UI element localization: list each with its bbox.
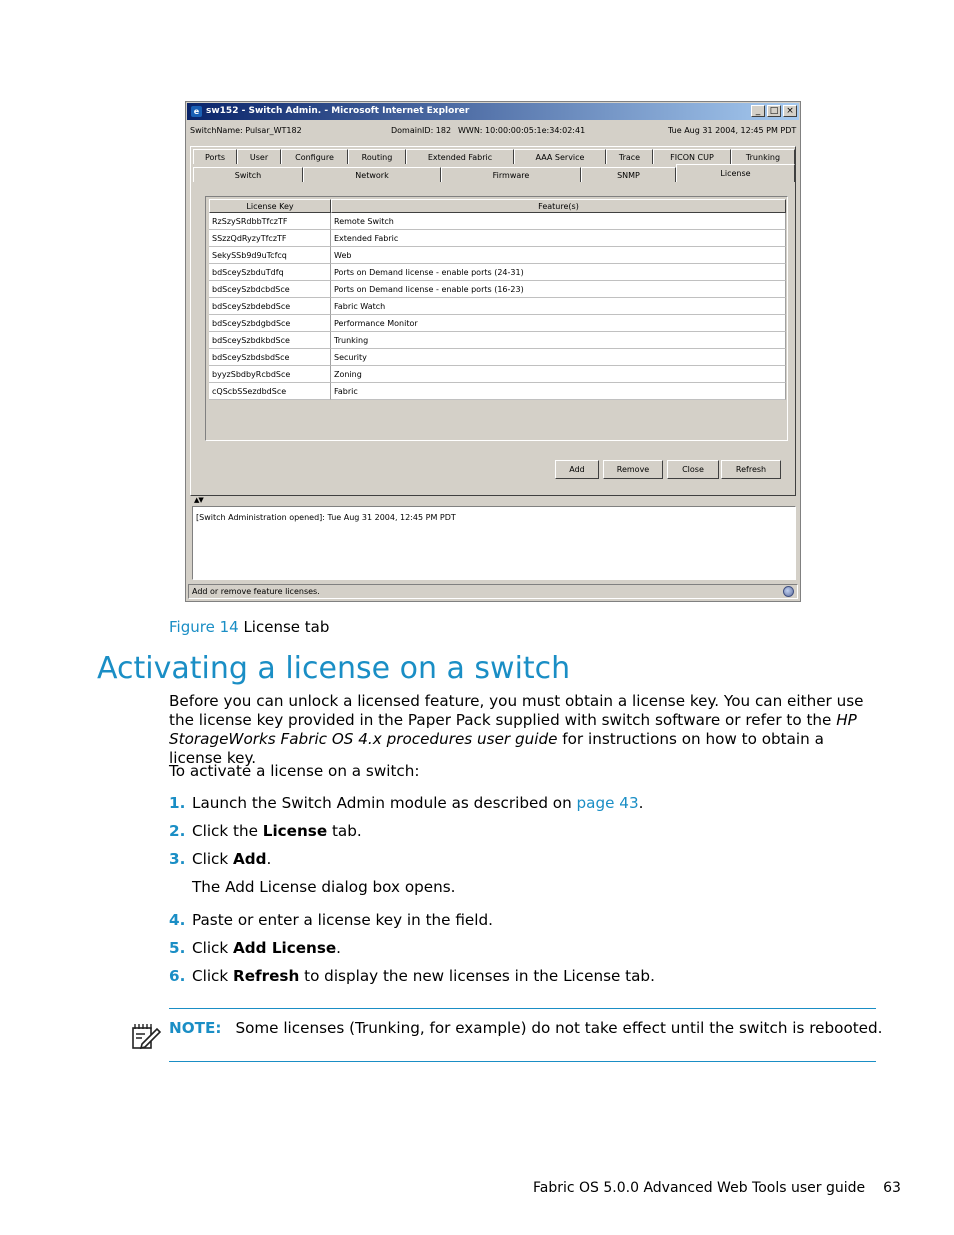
intro-text-1: Before you can unlock a licensed feature, you must obtain a license key. You can either use the license key provided in the Paper Pack supplied with switch software or refer to the (169, 692, 864, 729)
feature-cell: Extended Fabric (331, 230, 786, 247)
feature-cell: Remote Switch (331, 213, 786, 230)
switch-admin-window (185, 101, 801, 602)
step-3-result: The Add License dialog box opens. (192, 878, 456, 896)
status-text: Add or remove feature licenses. (192, 587, 320, 596)
intro-text-2: for instructions on how to obtain a license key. (169, 730, 824, 767)
tab-extended-fabric[interactable]: Extended Fabric (406, 149, 514, 164)
tab-user[interactable]: User (237, 149, 281, 164)
maximize-button[interactable]: □ (767, 105, 781, 117)
feature-cell: Trunking (331, 332, 786, 349)
note-pencil-icon (130, 1020, 162, 1052)
wwn: WWN: 10:00:00:05:1e:34:02:41 (458, 126, 586, 135)
step-5 (169, 939, 341, 957)
step-text-end: to display the new licenses in the License tab. (299, 967, 655, 985)
feature-cell: Ports on Demand license - enable ports (16-23) (331, 281, 786, 298)
feature-cell: Fabric (331, 383, 786, 400)
datetime: Tue Aug 31 2004, 12:45 PM PDT (668, 126, 797, 135)
table-header (209, 199, 786, 213)
step-2 (169, 822, 362, 840)
footer-title: Fabric OS 5.0.0 Advanced Web Tools user guide (533, 1180, 866, 1196)
license-key-cell: bdSceySzbdcbdSce (209, 281, 331, 298)
step-number: 2. (169, 822, 186, 840)
tab-license[interactable]: License (676, 164, 795, 182)
step-text-end: tab. (327, 822, 362, 840)
step-text: Click (192, 939, 234, 957)
step-text-end: . (266, 850, 272, 868)
feature-cell: Security (331, 349, 786, 366)
close-button[interactable]: Close (667, 460, 719, 479)
step-bold: Refresh (233, 967, 300, 985)
step-1 (169, 794, 643, 812)
license-key-cell: bdSceySzbdebdSce (209, 298, 331, 315)
step-number: 5. (169, 939, 186, 957)
column-header-license-key[interactable]: License Key (209, 199, 331, 213)
table-row[interactable] (209, 315, 786, 332)
window-titlebar (187, 103, 799, 120)
step-text-end: . (336, 939, 341, 957)
page-link[interactable]: page 43 (576, 794, 639, 812)
table-row[interactable] (209, 298, 786, 315)
step-number: 1. (169, 794, 186, 812)
step-text: Click (192, 850, 234, 868)
step-text-end: . (638, 794, 644, 812)
guide-title: HP StorageWorks Fabric OS 4.x procedures user guide (169, 711, 857, 748)
remove-button[interactable]: Remove (603, 460, 663, 479)
table-row[interactable] (209, 281, 786, 298)
tab-configure[interactable]: Configure (281, 149, 348, 164)
step-text: Click (192, 967, 234, 985)
table-row[interactable] (209, 383, 786, 400)
note-top-rule (169, 1008, 876, 1009)
tab-trunking[interactable]: Trunking (731, 149, 795, 164)
feature-cell: Zoning (331, 366, 786, 383)
table-row[interactable] (209, 366, 786, 383)
feature-cell: Ports on Demand license - enable ports (24-31) (331, 264, 786, 281)
step-3 (169, 850, 271, 868)
table-row[interactable] (209, 349, 786, 366)
splitter-arrows-icon[interactable]: ▲▼ (194, 496, 203, 504)
tab-firmware[interactable]: Firmware (441, 167, 581, 182)
table-body (209, 213, 786, 400)
table-row[interactable] (209, 247, 786, 264)
tab-network[interactable]: Network (303, 167, 441, 182)
intro-paragraph (169, 692, 879, 768)
license-key-cell: bdSceySzbdkbdSce (209, 332, 331, 349)
license-key-cell: RzSzySRdbbTfczTF (209, 213, 331, 230)
step-number: 6. (169, 967, 186, 985)
table-row[interactable] (209, 332, 786, 349)
table-row[interactable] (209, 213, 786, 230)
tab-panel (190, 146, 796, 496)
switch-info-bar (190, 126, 796, 138)
page-footer (533, 1180, 901, 1196)
step-text: Launch the Switch Admin module as described on (192, 794, 577, 812)
globe-icon (783, 586, 794, 597)
figure-number: Figure 14 (169, 618, 239, 636)
add-button[interactable]: Add (555, 460, 599, 479)
tab-ficon-cup[interactable]: FICON CUP (653, 149, 731, 164)
log-panel (192, 506, 796, 580)
step-text: Paste or enter a license key in the field. (192, 911, 493, 929)
domain-id: DomainID: 182 (391, 126, 452, 135)
tab-aaa-service[interactable]: AAA Service (514, 149, 606, 164)
figure-caption (169, 618, 329, 636)
table-row[interactable] (209, 230, 786, 247)
log-entry: [Switch Administration opened]: Tue Aug 31 2004, 12:45 PM PDT (196, 513, 456, 522)
window-title: sw152 - Switch Admin. - Microsoft Internet Explorer (206, 106, 470, 116)
tab-routing[interactable]: Routing (348, 149, 406, 164)
feature-cell: Performance Monitor (331, 315, 786, 332)
step-bold: Add License (233, 939, 337, 957)
close-window-button[interactable]: × (783, 105, 797, 117)
license-key-cell: bdSceySzbduTdfq (209, 264, 331, 281)
figure-title: License tab (243, 618, 330, 636)
switch-name: SwitchName: Pulsar_WT182 (190, 126, 302, 135)
column-header-features[interactable]: Feature(s) (331, 199, 786, 213)
internet-explorer-icon: e (191, 106, 202, 117)
tab-snmp[interactable]: SNMP (581, 167, 676, 182)
license-key-cell: SSzzQdRyzyTfczTF (209, 230, 331, 247)
step-number: 3. (169, 850, 186, 868)
lead-paragraph: To activate a license on a switch: (169, 762, 420, 780)
step-6 (169, 967, 655, 985)
step-bold: Add (233, 850, 267, 868)
license-key-cell: byyzSbdbyRcbdSce (209, 366, 331, 383)
section-heading: Activating a license on a switch (97, 651, 571, 686)
note-bottom-rule (169, 1061, 876, 1062)
step-number: 4. (169, 911, 186, 929)
step-text: Click the (192, 822, 263, 840)
license-key-cell: bdSceySzbdgbdSce (209, 315, 331, 332)
tab-trace[interactable]: Trace (606, 149, 653, 164)
table-row[interactable] (209, 264, 786, 281)
tab-switch[interactable]: Switch (193, 167, 303, 182)
refresh-button[interactable]: Refresh (721, 460, 781, 479)
license-key-cell: SekySSb9d9uTcfcq (209, 247, 331, 264)
note-label: NOTE: (169, 1019, 222, 1037)
note (169, 1019, 883, 1037)
license-key-cell: cQScbSSezdbdSce (209, 383, 331, 400)
minimize-button[interactable]: _ (751, 105, 765, 117)
feature-cell: Fabric Watch (331, 298, 786, 315)
status-bar (188, 584, 798, 599)
page-number: 63 (883, 1180, 901, 1196)
feature-cell: Web (331, 247, 786, 264)
step-4 (169, 911, 493, 929)
tab-ports[interactable]: Ports (193, 149, 237, 164)
step-bold: License (262, 822, 328, 840)
license-table (205, 196, 788, 441)
note-text: Some licenses (Trunking, for example) do not take effect until the switch is rebooted. (235, 1019, 883, 1037)
license-key-cell: bdSceySzbdsbdSce (209, 349, 331, 366)
